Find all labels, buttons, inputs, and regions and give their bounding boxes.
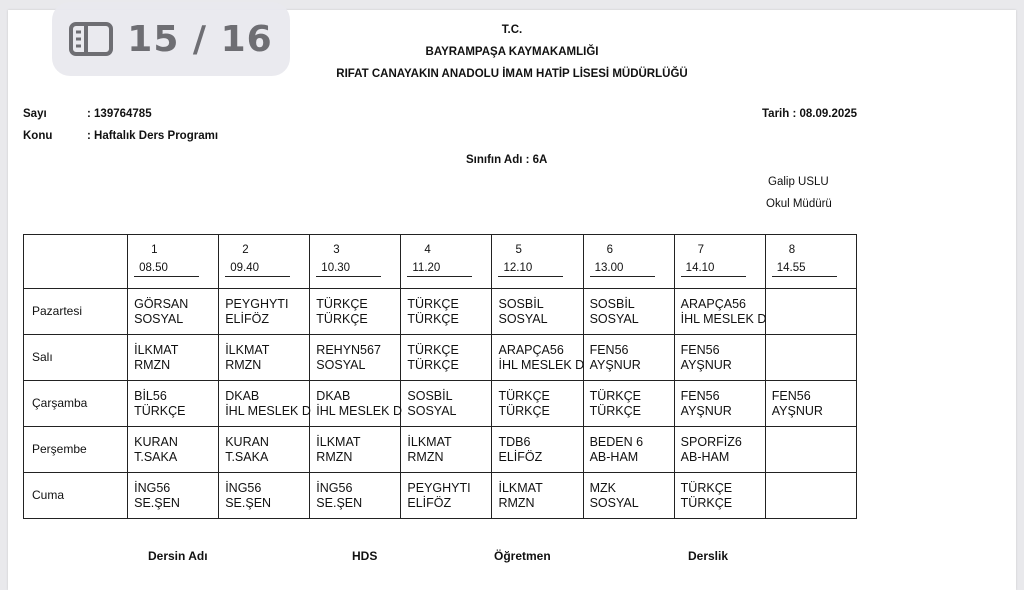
period-time: 09.40 [225, 261, 290, 277]
lesson-cell [583, 289, 674, 335]
lesson-cell [219, 427, 310, 473]
page-counter: 15 / 16 [127, 18, 273, 60]
lesson-code: TÜRKÇE [407, 296, 459, 311]
sayi-label: Sayı [23, 108, 47, 120]
schedule-row [24, 381, 857, 427]
period-time: 12.10 [498, 261, 563, 277]
period-time: 14.10 [681, 261, 746, 277]
lesson-code: PEYGHYTI [407, 480, 471, 495]
period-header-1 [128, 235, 219, 289]
lesson-teacher: RMZN [134, 357, 171, 372]
lesson-code: FEN56 [680, 342, 720, 357]
lesson-cell [492, 381, 583, 427]
lesson-cell [219, 473, 310, 519]
lesson-teacher: TÜRKÇE [316, 311, 368, 326]
lesson-cell [674, 381, 765, 427]
lesson-code: TÜRKÇE [316, 296, 368, 311]
lesson-teacher: AYŞNUR [771, 403, 823, 418]
period-time: 13.00 [590, 261, 655, 277]
lesson-cell [128, 473, 219, 519]
lesson-teacher: T.SAKA [225, 449, 269, 464]
lesson-teacher: TÜRKÇE [407, 357, 459, 372]
lesson-teacher: SOSYAL [316, 357, 366, 372]
lesson-code: FEN56 [589, 342, 629, 357]
period-number: 1 [151, 244, 158, 256]
lesson-code: TÜRKÇE [589, 388, 641, 403]
schedule-row [24, 289, 857, 335]
lesson-teacher: AYŞNUR [680, 403, 732, 418]
period-number: 2 [242, 244, 249, 256]
lesson-code: BEDEN 6 [589, 434, 644, 449]
period-header-5 [492, 235, 583, 289]
lesson-cell [765, 335, 856, 381]
period-time: 08.50 [134, 261, 199, 277]
lesson-code: GÖRSAN [134, 296, 189, 311]
lesson-code: KURAN [225, 434, 269, 449]
lesson-teacher: AB-HAM [589, 449, 639, 464]
lesson-teacher: ELİFÖZ [225, 311, 269, 326]
lesson-cell [492, 427, 583, 473]
lesson-cell [310, 381, 401, 427]
lesson-code: BİL56 [134, 388, 167, 403]
lesson-cell [674, 473, 765, 519]
period-header-4 [401, 235, 492, 289]
lesson-teacher: RMZN [407, 449, 444, 464]
lesson-cell [765, 381, 856, 427]
lesson-teacher: İHL MESLEK D [225, 403, 311, 418]
period-header-7 [674, 235, 765, 289]
lesson-cell [310, 427, 401, 473]
period-number: 5 [515, 244, 522, 256]
lesson-cell [310, 473, 401, 519]
lesson-teacher: TÜRKÇE [498, 403, 550, 418]
schedule-corner-cell [24, 235, 128, 289]
lesson-teacher: SOSYAL [589, 311, 639, 326]
lesson-code: FEN56 [680, 388, 720, 403]
lesson-cell [219, 335, 310, 381]
lesson-teacher: SOSYAL [134, 311, 184, 326]
schedule-header-row [24, 235, 857, 289]
lesson-code: İLKMAT [225, 342, 270, 357]
lesson-teacher [772, 358, 856, 373]
day-name: Pazartesi [24, 289, 128, 335]
lesson-cell [219, 381, 310, 427]
lesson-code: DKAB [316, 388, 351, 403]
period-header-6 [583, 235, 674, 289]
period-number: 4 [424, 244, 431, 256]
lesson-teacher: SOSYAL [498, 311, 548, 326]
lesson-teacher: ELİFÖZ [498, 449, 543, 464]
period-header-8 [765, 235, 856, 289]
lesson-code: DKAB [225, 388, 260, 403]
lesson-teacher: İHL MESLEK D [316, 403, 402, 418]
lesson-code [772, 297, 856, 312]
lesson-code: TÜRKÇE [407, 342, 459, 357]
lesson-cell [401, 335, 492, 381]
lesson-teacher: SOSYAL [589, 495, 639, 510]
lesson-cell [128, 289, 219, 335]
period-number: 7 [697, 244, 705, 256]
lesson-code: İNG56 [225, 480, 262, 495]
lesson-teacher: RMZN [225, 357, 262, 372]
period-number: 3 [333, 244, 340, 256]
lesson-cell [401, 289, 492, 335]
lesson-code: ARAPÇA56 [498, 342, 564, 357]
signer-name: Galip USLU [768, 176, 829, 188]
lesson-cell [674, 289, 765, 335]
konu-label: Konu [23, 130, 53, 142]
period-time: 10.30 [316, 261, 381, 277]
lesson-code: İLKMAT [134, 342, 179, 357]
period-header-2 [219, 235, 310, 289]
lesson-cell [583, 473, 674, 519]
lesson-cell [765, 289, 856, 335]
lesson-cell [128, 427, 219, 473]
lesson-teacher [772, 496, 856, 511]
weekly-schedule-table [23, 234, 857, 519]
schedule-row [24, 335, 857, 381]
lesson-code: İLKMAT [316, 434, 361, 449]
day-name: Çarşamba [24, 381, 128, 427]
lesson-cell [128, 381, 219, 427]
lesson-teacher: AYŞNUR [589, 357, 641, 372]
lesson-code [772, 343, 856, 358]
lesson-code: TDB6 [498, 434, 531, 449]
lesson-cell [583, 381, 674, 427]
day-name: Cuma [24, 473, 128, 519]
header-line-kaymakamlik: BAYRAMPAŞA KAYMAKAMLIĞI [425, 46, 599, 58]
lesson-code: MZK [589, 480, 616, 495]
lesson-teacher: TÜRKÇE [407, 311, 459, 326]
signer-title: Okul Müdürü [766, 198, 832, 210]
lesson-code: SOSBİL [498, 296, 544, 311]
lesson-teacher [772, 450, 856, 465]
day-name: Salı [24, 335, 128, 381]
footer-ders-adi: Dersin Adı [148, 549, 208, 563]
lesson-teacher: TÜRKÇE [680, 495, 733, 510]
lesson-code: FEN56 [771, 388, 811, 403]
period-header-3 [310, 235, 401, 289]
lesson-code: SOSBİL [407, 388, 453, 403]
lesson-cell [583, 335, 674, 381]
lesson-teacher: SE.ŞEN [316, 495, 363, 510]
lesson-code: ARAPÇA56 [680, 296, 746, 311]
class-name: Sınıfın Adı : 6A [466, 154, 548, 166]
lesson-cell [765, 473, 856, 519]
lesson-teacher: SE.ŞEN [134, 495, 180, 510]
lesson-cell [310, 335, 401, 381]
lesson-code [772, 481, 856, 496]
lesson-code: SOSBİL [589, 296, 635, 311]
lesson-cell [401, 427, 492, 473]
lesson-teacher: AB-HAM [680, 449, 730, 464]
footer-ogretmen: Öğretmen [494, 549, 551, 563]
sayi-value: : 139764785 [87, 108, 152, 120]
schedule-row [24, 473, 857, 519]
page-indicator[interactable] [52, 2, 290, 76]
lesson-code: İLKMAT [407, 434, 452, 449]
period-time: 14.55 [772, 261, 837, 277]
lesson-cell [674, 335, 765, 381]
period-number: 8 [788, 244, 796, 256]
lesson-cell [583, 427, 674, 473]
schedule-row [24, 427, 857, 473]
lesson-code: KURAN [134, 434, 178, 449]
lesson-cell [492, 289, 583, 335]
tarih: Tarih : 08.09.2025 [762, 108, 858, 120]
lesson-teacher: T.SAKA [134, 449, 178, 464]
lesson-teacher: İHL MESLEK D [498, 357, 585, 372]
lesson-cell [128, 335, 219, 381]
footer-hds: HDS [352, 549, 378, 563]
lesson-cell [765, 427, 856, 473]
lesson-teacher: RMZN [316, 449, 353, 464]
lesson-code: İNG56 [134, 480, 171, 495]
footer-derslik: Derslik [688, 549, 729, 563]
period-time: 11.20 [407, 261, 472, 277]
lesson-cell [401, 381, 492, 427]
lesson-teacher: SOSYAL [407, 403, 457, 418]
lesson-code: TÜRKÇE [680, 480, 733, 495]
lesson-cell [219, 289, 310, 335]
lesson-code: PEYGHYTI [225, 296, 289, 311]
lesson-code [772, 435, 856, 450]
lesson-code: TÜRKÇE [498, 388, 550, 403]
lesson-teacher: TÜRKÇE [134, 403, 186, 418]
lesson-cell [674, 427, 765, 473]
lesson-teacher: İHL MESLEK D [680, 311, 767, 326]
lesson-teacher: ELİFÖZ [407, 495, 452, 510]
header-line-school: RIFAT CANAYAKIN ANADOLU İMAM HATİP LİSESİ MÜDÜRLÜĞÜ [336, 68, 688, 80]
lesson-teacher [772, 312, 856, 327]
header-line-tc: T.C. [501, 24, 523, 36]
lesson-teacher: AYŞNUR [680, 357, 732, 372]
lesson-code: REHYN567 [316, 342, 381, 357]
lesson-cell [310, 289, 401, 335]
lesson-teacher: SE.ŞEN [225, 495, 272, 510]
konu-value: : Haftalık Ders Programı [87, 130, 219, 142]
lesson-code: SPORFİZ6 [680, 434, 742, 449]
lesson-teacher: RMZN [498, 495, 535, 510]
lesson-cell [492, 335, 583, 381]
period-number: 6 [606, 244, 613, 256]
lesson-cell [492, 473, 583, 519]
lesson-code: İNG56 [316, 480, 353, 495]
sidebar-panel-icon[interactable] [69, 22, 113, 56]
lesson-teacher: TÜRKÇE [589, 403, 641, 418]
lesson-cell [401, 473, 492, 519]
day-name: Perşembe [24, 427, 128, 473]
lesson-code: İLKMAT [498, 480, 543, 495]
